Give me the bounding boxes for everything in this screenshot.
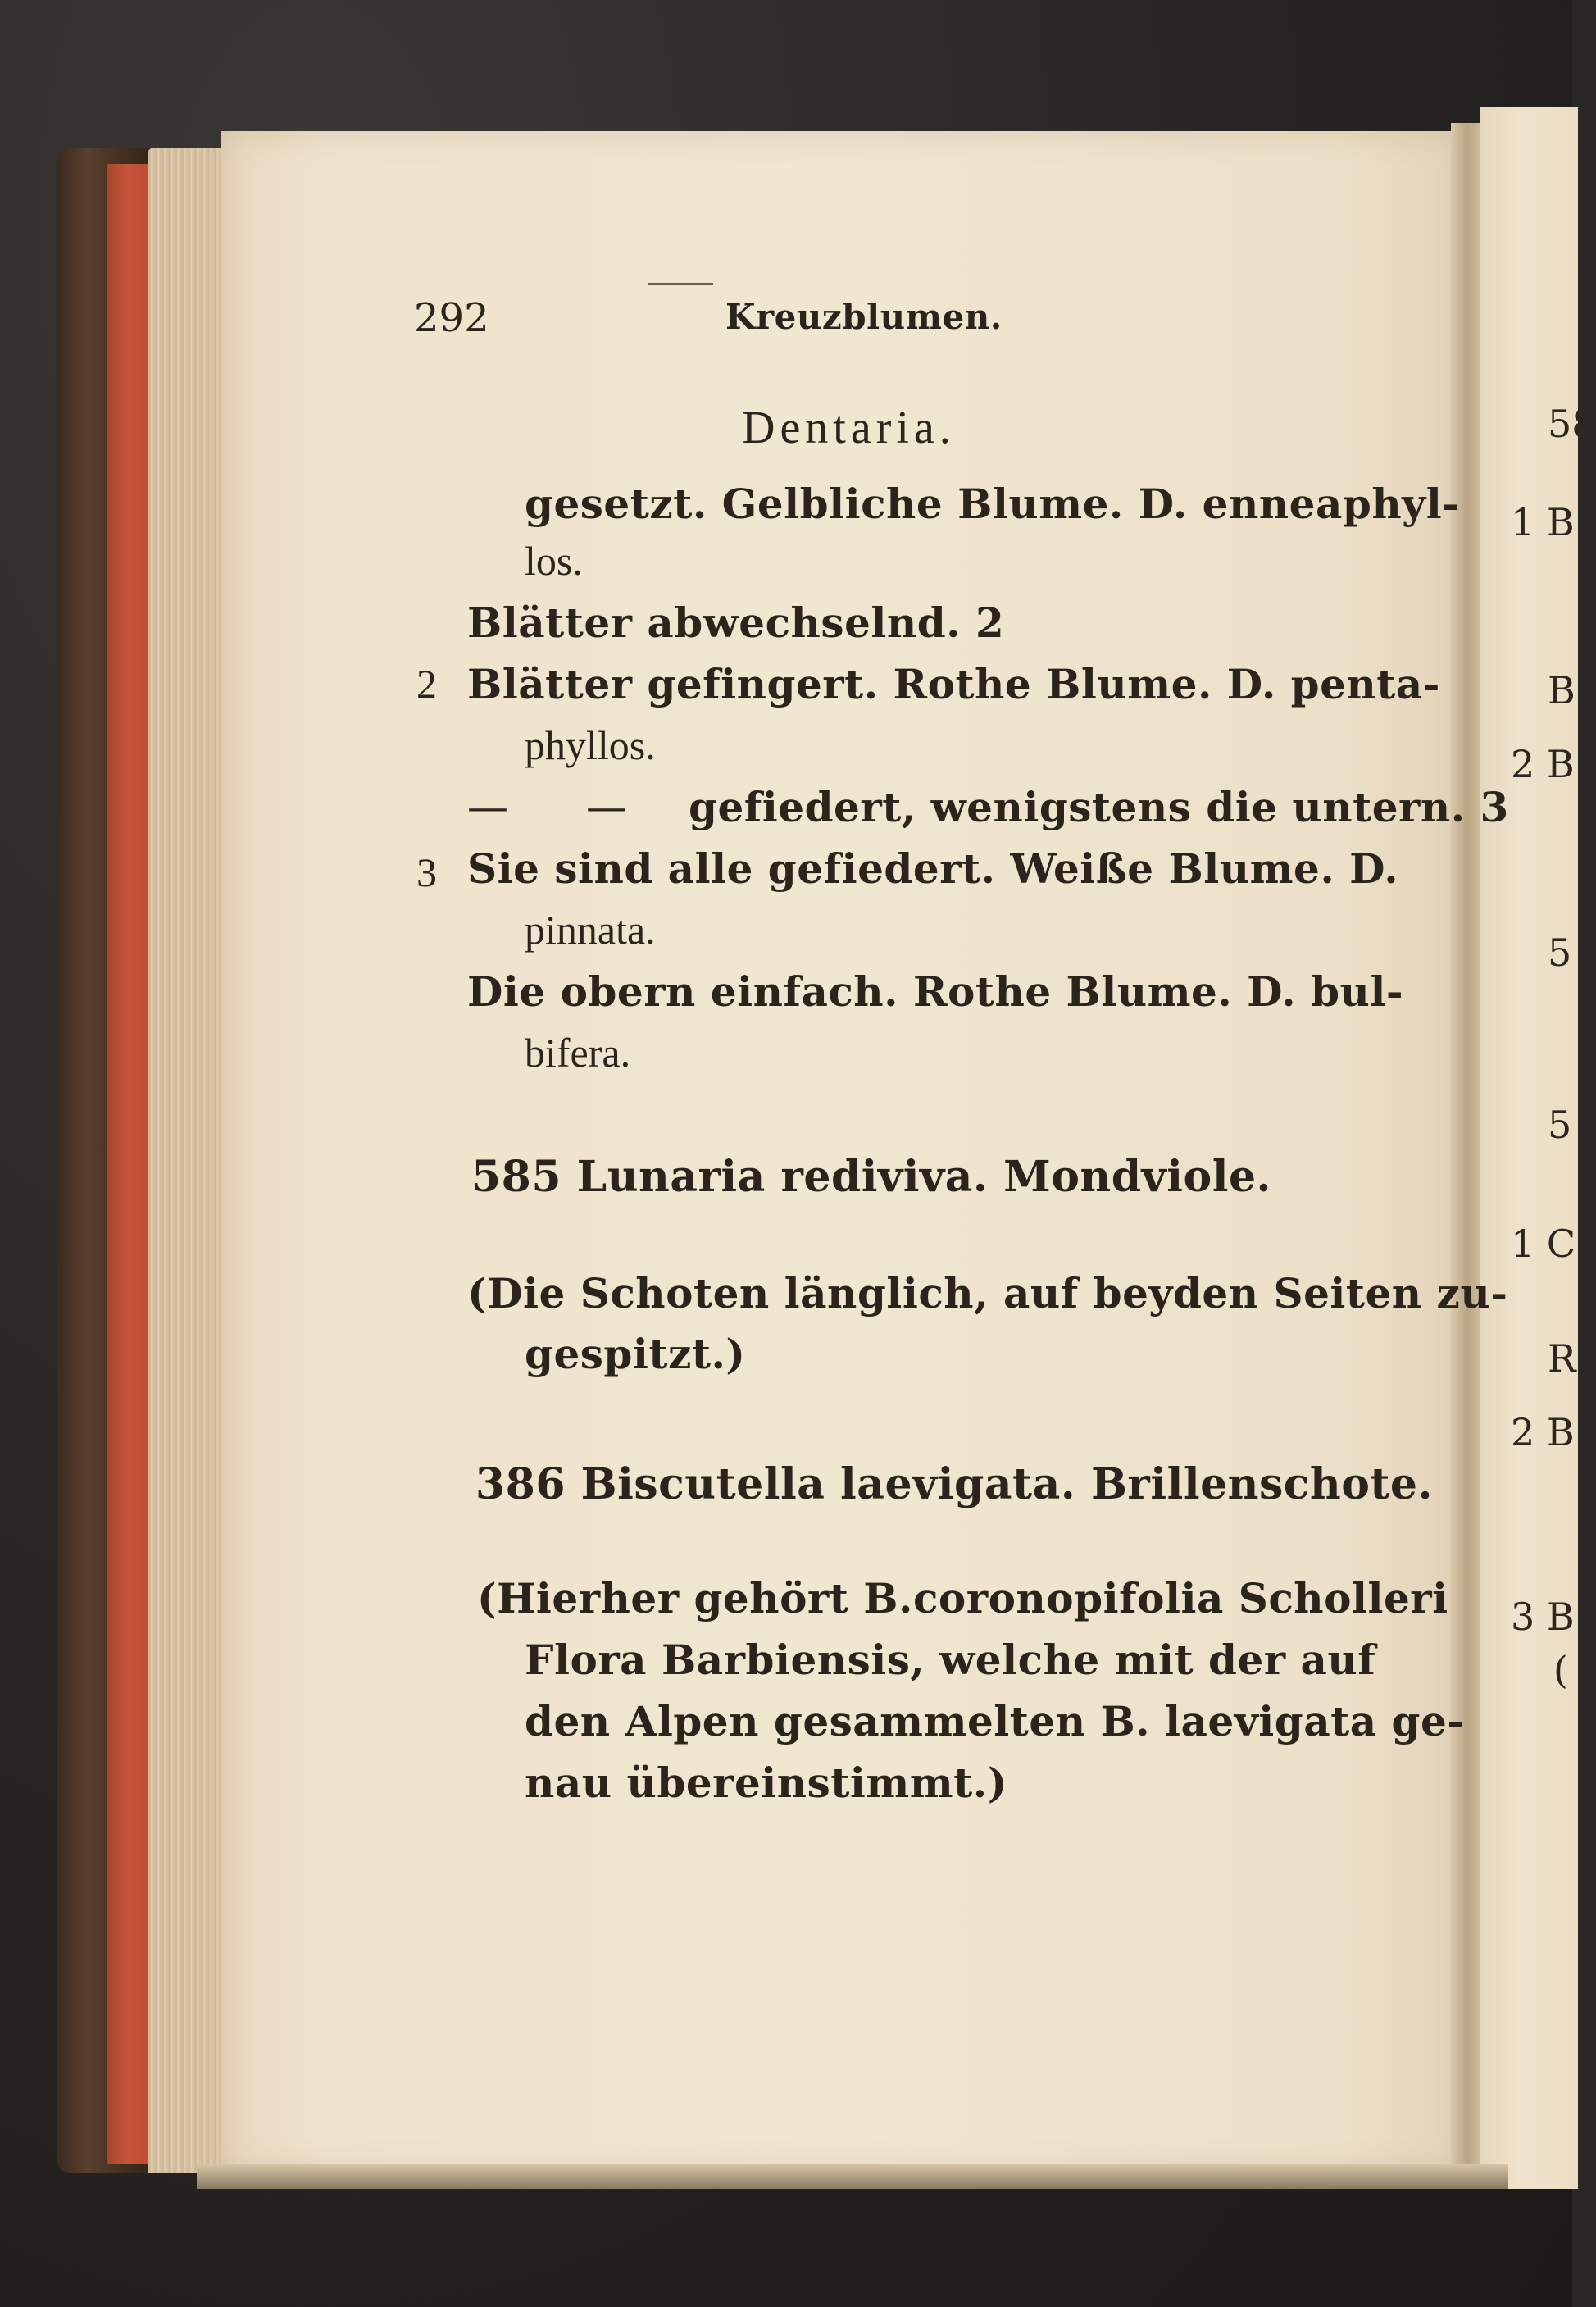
- species-note: den Alpen gesammelten B. laevigata ge-: [525, 1697, 1465, 1745]
- key-line: Blätter gefingert. Rothe Blume. D. penta-: [467, 660, 1441, 708]
- page-number: 292: [414, 295, 489, 341]
- key-number: 3: [416, 849, 437, 895]
- species-entry: 386 Biscutella laevigata. Brillenschote.: [475, 1459, 1434, 1509]
- book-gutter: [1451, 123, 1484, 2181]
- key-line: Sie sind alle gefiedert. Weiße Blume. D.: [467, 844, 1399, 893]
- right-page-fragment: (: [1553, 1648, 1568, 1692]
- page-bottom-edge: [197, 2164, 1508, 2189]
- key-line: Blätter abwechselnd. 2: [467, 598, 1005, 647]
- key-number: 2: [416, 661, 437, 707]
- running-head: Kreuzblumen.: [725, 297, 1003, 337]
- dash: —: [467, 783, 508, 830]
- key-line: gesetzt. Gelbliche Blume. D. enneaphyl-: [525, 480, 1460, 528]
- right-page-fragment: 58: [1548, 402, 1596, 446]
- dash: —: [586, 783, 627, 830]
- species-note: nau übereinstimmt.): [525, 1759, 1007, 1807]
- right-page-fragment: 1 B: [1511, 500, 1575, 544]
- right-page-fragment: 2 B: [1511, 742, 1575, 786]
- key-line: gefiedert, wenigstens die untern. 3: [689, 783, 1509, 831]
- key-line: pinnata.: [525, 907, 656, 953]
- species-entry: 585 Lunaria rediviva. Mondviole.: [471, 1152, 1272, 1202]
- right-page-fragment: R: [1548, 1336, 1576, 1381]
- right-page-fragment: B: [1548, 668, 1576, 712]
- key-line: phyllos.: [525, 722, 656, 768]
- species-note: gespitzt.): [525, 1330, 746, 1378]
- key-line: bifera.: [525, 1030, 631, 1076]
- species-note: Flora Barbiensis, welche mit der auf: [525, 1636, 1376, 1684]
- key-line: los.: [525, 538, 583, 584]
- right-page-fragment: 5: [1548, 931, 1572, 975]
- right-page-fragment: 2 B: [1511, 1410, 1575, 1454]
- species-note: (Hierher gehört B.coronopifolia Scholleri: [477, 1574, 1448, 1622]
- right-page-fragment: 1 C: [1511, 1222, 1576, 1266]
- key-line: Die obern einfach. Rothe Blume. D. bul-: [467, 967, 1404, 1016]
- right-page-fragment: 5: [1548, 1103, 1572, 1147]
- section-title: Dentaria.: [742, 403, 956, 453]
- species-note: (Die Schoten länglich, auf beyden Seiten zu-: [467, 1269, 1508, 1317]
- header-rule: [648, 283, 713, 285]
- right-page-fragment: 3 B: [1511, 1595, 1575, 1639]
